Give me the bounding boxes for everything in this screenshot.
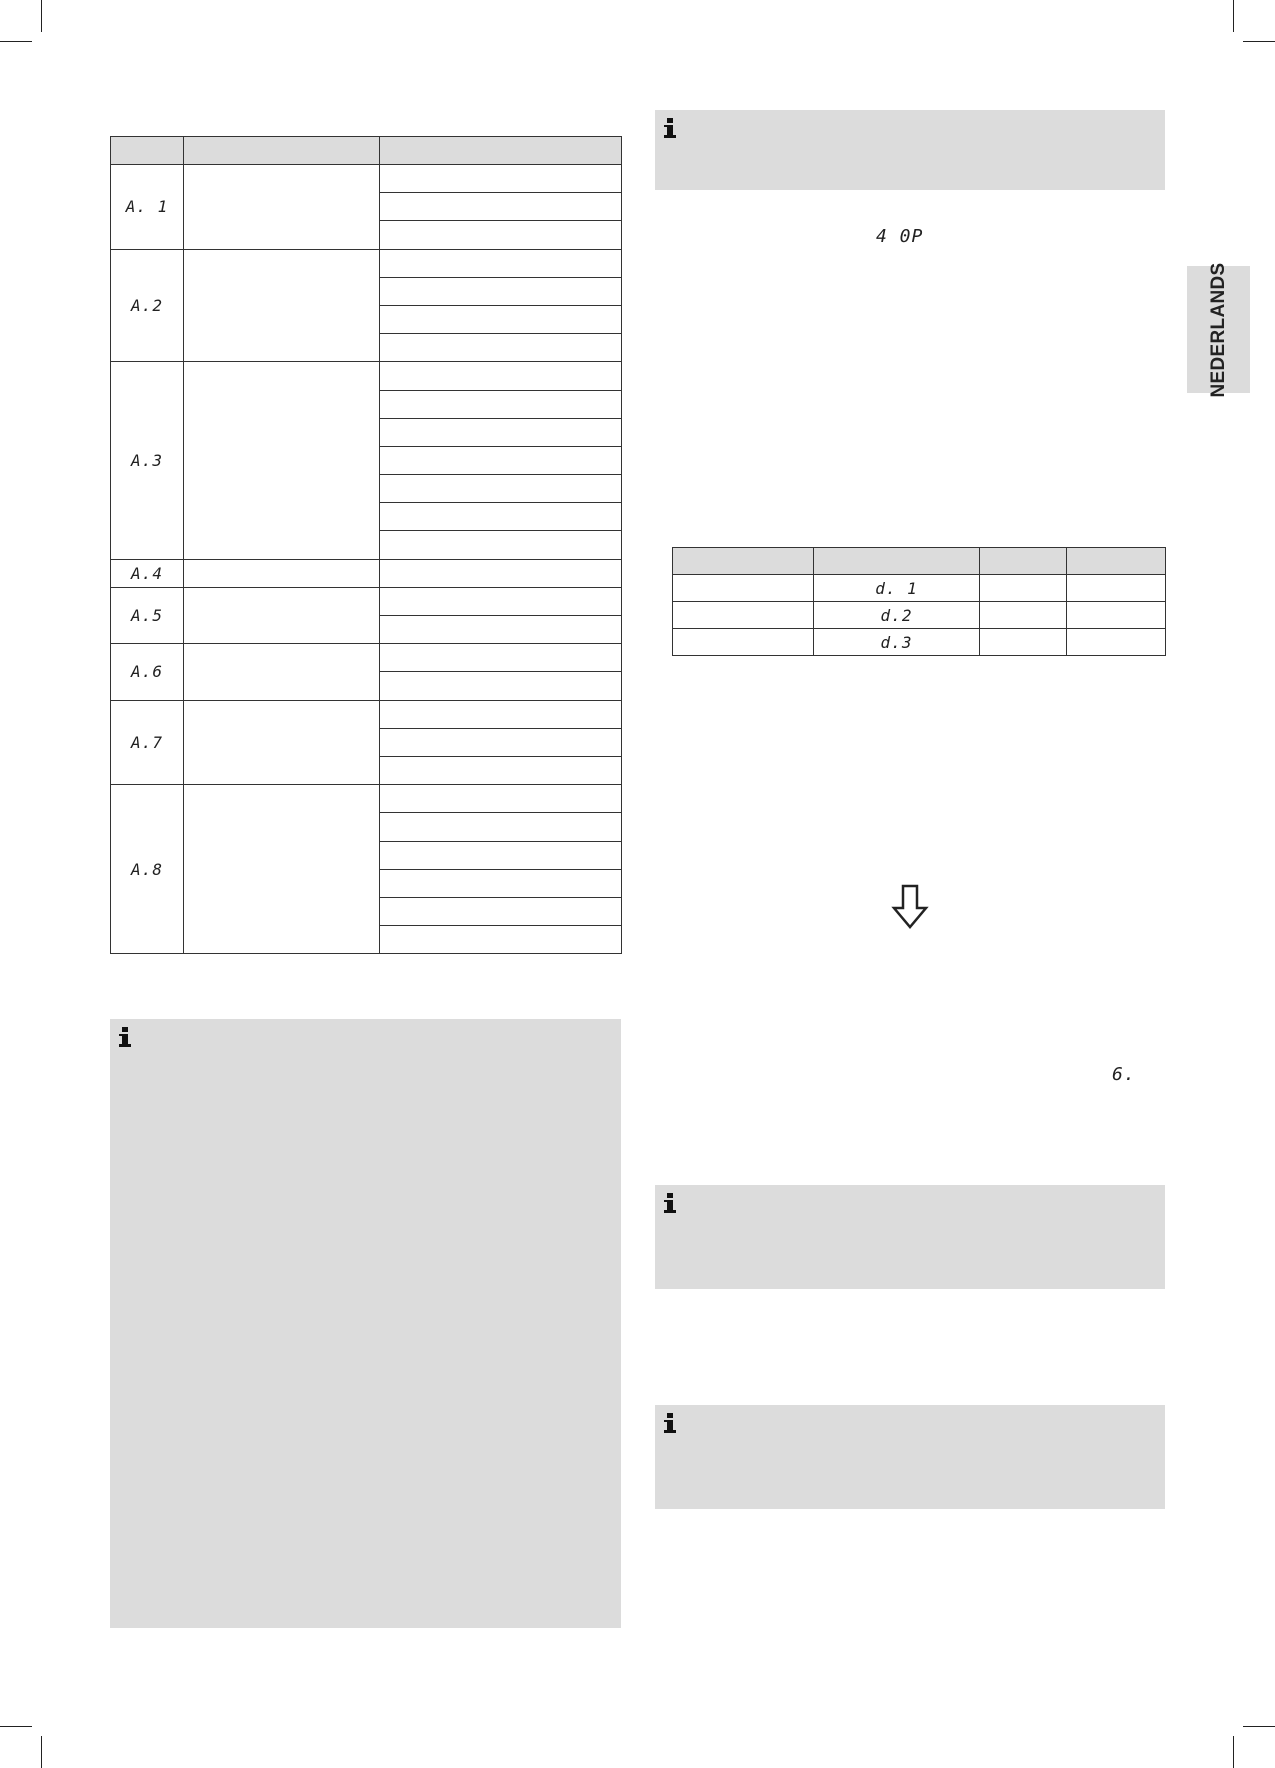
program-detail-cell [380,616,622,644]
program-code-cell: A. 1 [111,165,184,250]
program-detail-cell [380,390,622,418]
info-box-top [655,110,1165,190]
program-name-cell [184,785,380,954]
d-table-cell [1067,575,1166,602]
crop-mark-bottom-left-v [41,1736,42,1768]
program-name-cell [184,700,380,785]
crop-mark-top-right-h [1243,41,1275,42]
crop-mark-bottom-right-h [1243,1726,1275,1727]
header-cell [380,137,622,165]
header-cell [814,548,980,575]
d-table-header [673,548,1166,575]
info-box-bottom [655,1405,1165,1509]
info-icon [664,118,676,140]
program-code-cell: A.7 [111,700,184,785]
table-row [111,559,622,587]
program-detail-cell [380,869,622,897]
crop-mark-bottom-left-h [0,1726,32,1727]
program-detail-cell [380,221,622,249]
program-table-body [111,165,622,954]
program-name-cell [184,362,380,559]
header-cell [184,137,380,165]
program-detail-cell [380,559,622,587]
program-detail-cell [380,362,622,390]
table-row [111,362,622,390]
program-detail-cell [380,475,622,503]
crop-mark-top-left-h [0,41,32,42]
language-tab [1187,262,1250,397]
header-cell [1067,548,1166,575]
program-detail-cell [380,897,622,925]
d-table-body [673,575,1166,656]
table-row [111,644,622,672]
info-icon [119,1027,131,1049]
table-row [111,785,622,813]
program-code-cell: A.4 [111,559,184,587]
program-detail-cell [380,277,622,305]
program-detail-cell [380,841,622,869]
program-name-cell [184,587,380,643]
program-code-cell: A.2 [111,249,184,362]
table-row [673,629,1166,656]
table-row [673,602,1166,629]
program-code-cell: A.3 [111,362,184,559]
table-row [111,249,622,277]
program-code-cell: A.6 [111,644,184,700]
d-table-cell [1067,602,1166,629]
program-table [110,136,622,954]
table-row [673,575,1166,602]
d-table-cell [980,602,1067,629]
program-detail-cell [380,644,622,672]
d-table-cell [1067,629,1166,656]
info-box-large [110,1019,621,1628]
program-detail-cell [380,418,622,446]
program-detail-cell [380,926,622,954]
d-table [672,547,1166,656]
program-code-cell: A.8 [111,785,184,954]
crop-mark-top-right-v [1233,0,1234,32]
d-table-cell [673,629,814,656]
program-table-header [111,137,622,165]
d-table-cell [980,629,1067,656]
d-table-cell [673,602,814,629]
d-code-cell: d. 1 [814,575,980,602]
header-cell [980,548,1067,575]
program-detail-cell [380,785,622,813]
program-detail-cell [380,193,622,221]
info-icon [664,1193,676,1215]
program-detail-cell [380,813,622,841]
program-detail-cell [380,728,622,756]
program-detail-cell [380,305,622,333]
arrow-down-icon [891,884,929,930]
table-row [111,587,622,615]
crop-mark-top-left-v [41,0,42,32]
program-name-cell [184,644,380,700]
program-detail-cell [380,334,622,362]
header-cell [673,548,814,575]
info-box-middle [655,1185,1165,1289]
program-detail-cell [380,249,622,277]
program-detail-cell [380,756,622,784]
display-code-top: 4 0P [876,226,924,247]
header-cell [111,137,184,165]
language-tab-label: NEDERLANDS [1207,262,1229,397]
program-detail-cell [380,165,622,193]
program-name-cell [184,249,380,362]
display-code-six: 6. [1112,1064,1136,1085]
d-code-cell: d.3 [814,629,980,656]
info-icon [664,1413,676,1435]
d-table-cell [980,575,1067,602]
program-name-cell [184,559,380,587]
d-code-cell: d.2 [814,602,980,629]
program-name-cell [184,165,380,250]
table-row [111,700,622,728]
program-detail-cell [380,446,622,474]
program-detail-cell [380,700,622,728]
d-table-cell [673,575,814,602]
program-detail-cell [380,587,622,615]
program-detail-cell [380,531,622,559]
program-detail-cell [380,503,622,531]
table-row [111,165,622,193]
program-code-cell: A.5 [111,587,184,643]
crop-mark-bottom-right-v [1233,1736,1234,1768]
program-detail-cell [380,672,622,700]
